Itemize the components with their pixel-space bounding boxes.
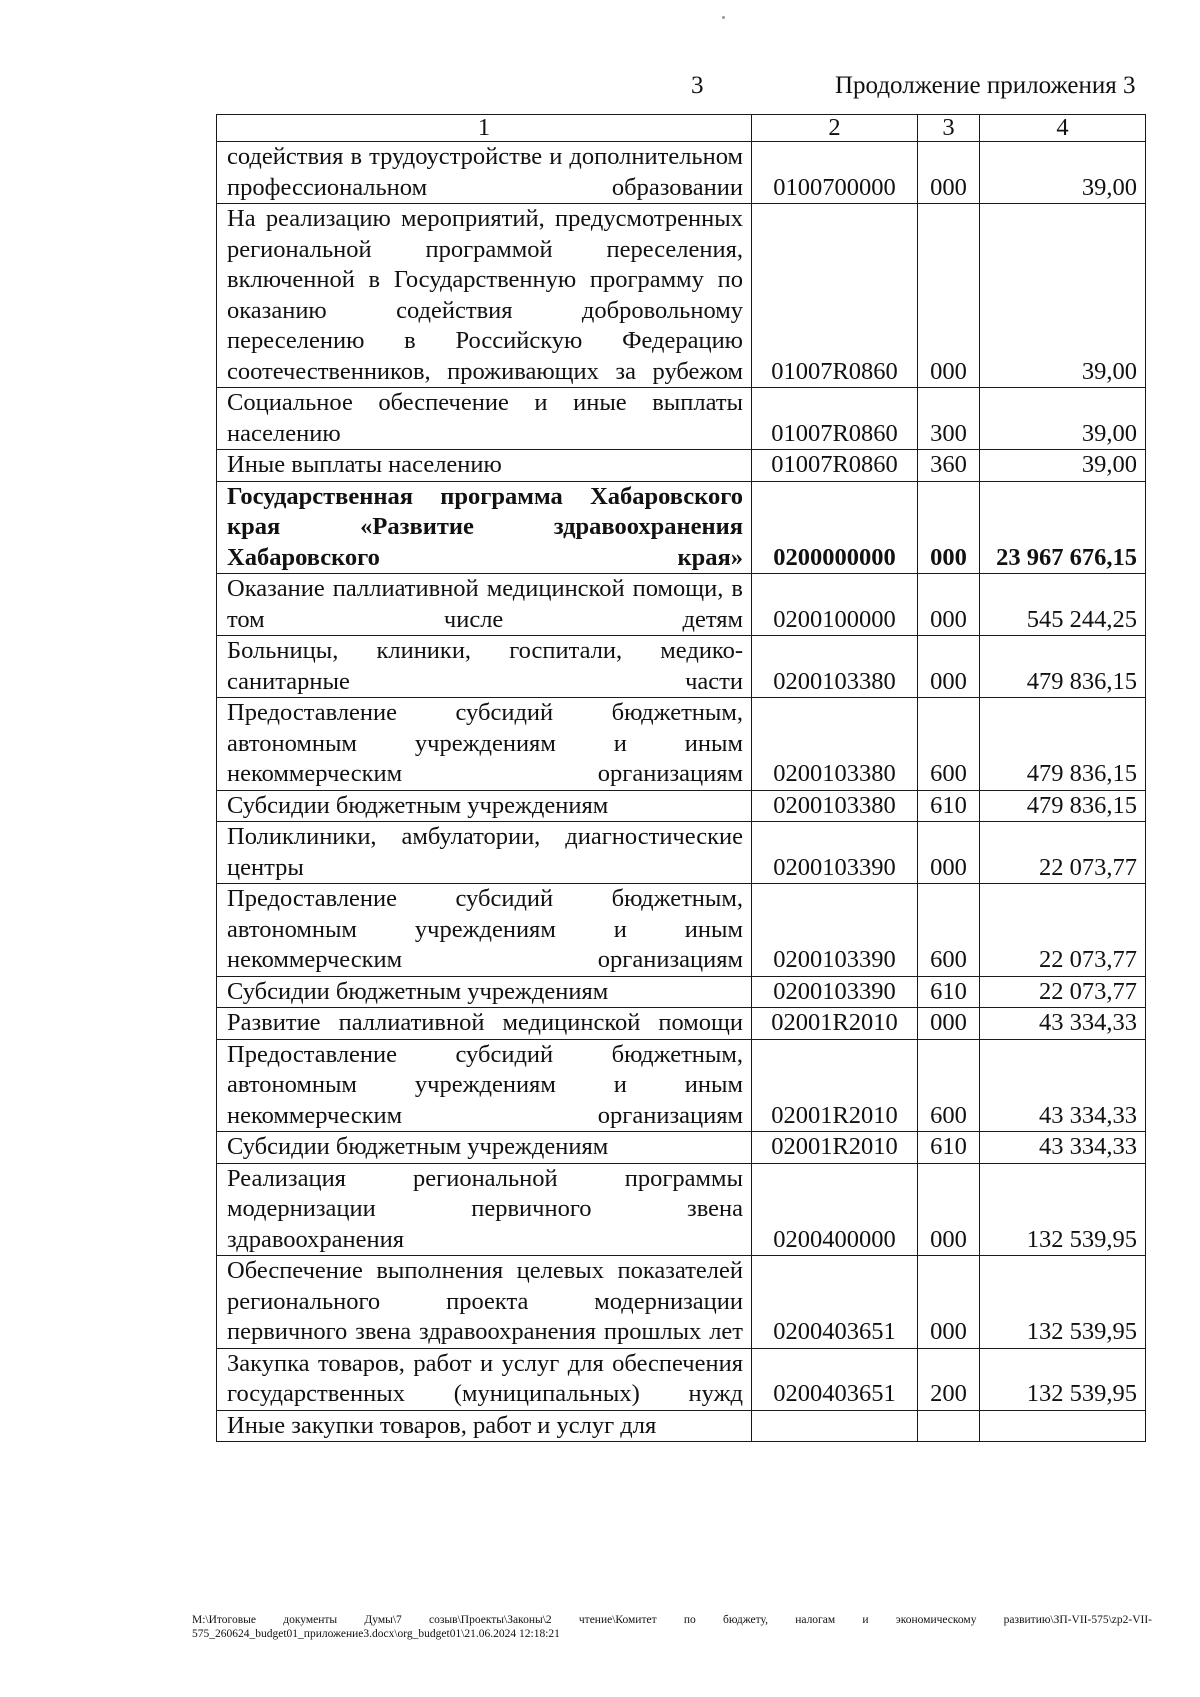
row-code-cell: 01007R0860	[752, 388, 918, 450]
row-code-cell: 01007R0860	[752, 204, 918, 388]
row-type-cell: 610	[918, 976, 980, 1008]
row-code-cell: 02001R2010	[752, 1132, 918, 1164]
page-number: 3	[691, 72, 704, 99]
table-row	[217, 1039, 1146, 1132]
row-amount-cell: 22 073,77	[980, 822, 1146, 884]
row-code-cell: 0200403651	[752, 1348, 918, 1410]
row-amount-cell: 43 334,33	[980, 1132, 1146, 1164]
appendix-continuation-note: Продолжение приложения 3	[835, 72, 1136, 99]
row-name-cell: Иные выплаты населению	[217, 450, 752, 482]
row-name-cell: Реализация региональной программы модернизации первичного звена здравоохранения	[217, 1163, 752, 1256]
row-code-cell: 0200400000	[752, 1163, 918, 1256]
row-amount-cell: 39,00	[980, 142, 1146, 204]
column-header-4: 4	[980, 115, 1146, 142]
row-amount-cell: 132 539,95	[980, 1163, 1146, 1256]
row-amount-cell: 22 073,77	[980, 884, 1146, 977]
table-row	[217, 976, 1146, 1008]
row-type-cell: 600	[918, 884, 980, 977]
row-code-cell: 0200103390	[752, 822, 918, 884]
table-row	[217, 1256, 1146, 1349]
footer-file-path: М:\Итоговые документы Думы\7 созыв\Проекты\Законы\2 чтение\Комитет по бюджету, налогам и экономическому развитию\ЗП-VII-575\zp2-VII-575_260624_budget01_приложение3.docx\org_budget01\21.06.2024 12:18:21	[192, 1614, 1152, 1640]
row-amount-cell: 39,00	[980, 450, 1146, 482]
column-header-2: 2	[752, 115, 918, 142]
row-amount-cell: 39,00	[980, 204, 1146, 388]
table-row	[217, 1348, 1146, 1410]
row-code-cell: 0200103390	[752, 976, 918, 1008]
row-type-cell: 000	[918, 142, 980, 204]
row-type-cell: 600	[918, 698, 980, 791]
row-type-cell: 610	[918, 790, 980, 822]
row-type-cell: 600	[918, 1039, 980, 1132]
row-code-cell: 02001R2010	[752, 1039, 918, 1132]
row-type-cell	[918, 1410, 980, 1442]
table-row	[217, 388, 1146, 450]
row-amount-cell: 132 539,95	[980, 1348, 1146, 1410]
row-code-cell: 02001R2010	[752, 1008, 918, 1040]
row-code-cell: 0200103380	[752, 636, 918, 698]
row-code-cell: 0200403651	[752, 1256, 918, 1349]
row-type-cell: 000	[918, 574, 980, 636]
row-code-cell: 0200103380	[752, 698, 918, 791]
row-amount-cell: 479 836,15	[980, 698, 1146, 791]
row-type-cell: 000	[918, 1256, 980, 1349]
row-amount-cell: 43 334,33	[980, 1008, 1146, 1040]
row-type-cell: 000	[918, 822, 980, 884]
row-type-cell: 610	[918, 1132, 980, 1164]
row-name-cell: Иные закупки товаров, работ и услуг для	[217, 1410, 752, 1442]
row-amount-cell: 23 967 676,15	[980, 481, 1146, 574]
row-name-cell: содействия в трудоустройстве и дополнительном профессиональном образовании	[217, 142, 752, 204]
row-name-cell: Предоставление субсидий бюджетным, автономным учреждениям и иным некоммерческим организациям	[217, 884, 752, 977]
budget-table	[216, 114, 1146, 1442]
row-name-cell: Поликлиники, амбулатории, диагностические центры	[217, 822, 752, 884]
row-name-cell: Субсидии бюджетным учреждениям	[217, 1132, 752, 1164]
row-type-cell: 000	[918, 481, 980, 574]
row-name-cell: Социальное обеспечение и иные выплаты населению	[217, 388, 752, 450]
row-type-cell: 000	[918, 1008, 980, 1040]
table-row	[217, 1163, 1146, 1256]
row-amount-cell: 479 836,15	[980, 790, 1146, 822]
row-type-cell: 000	[918, 636, 980, 698]
table-header-row	[217, 115, 1146, 142]
row-name-cell: Развитие паллиативной медицинской помощи	[217, 1008, 752, 1040]
row-code-cell	[752, 1410, 918, 1442]
row-code-cell: 0200000000	[752, 481, 918, 574]
scan-speck	[722, 16, 725, 19]
table-row	[217, 1410, 1146, 1442]
row-code-cell: 0200103380	[752, 790, 918, 822]
row-name-cell: Субсидии бюджетным учреждениям	[217, 790, 752, 822]
row-amount-cell: 132 539,95	[980, 1256, 1146, 1349]
row-amount-cell: 39,00	[980, 388, 1146, 450]
row-name-cell: Субсидии бюджетным учреждениям	[217, 976, 752, 1008]
row-amount-cell: 22 073,77	[980, 976, 1146, 1008]
table-row	[217, 450, 1146, 482]
row-amount-cell: 479 836,15	[980, 636, 1146, 698]
row-amount-cell: 43 334,33	[980, 1039, 1146, 1132]
row-name-cell: На реализацию мероприятий, предусмотренных региональной программой переселения, включенной в Государственную программу по оказанию содействия добровольному переселению в Российскую Федерацию соотечественников, проживающих за рубежом	[217, 204, 752, 388]
table-row	[217, 204, 1146, 388]
row-type-cell: 200	[918, 1348, 980, 1410]
row-name-cell: Обеспечение выполнения целевых показателей регионального проекта модернизации первичного звена здравоохранения прошлых лет	[217, 1256, 752, 1349]
row-amount-cell	[980, 1410, 1146, 1442]
table-row	[217, 142, 1146, 204]
table-row	[217, 698, 1146, 791]
table-row	[217, 790, 1146, 822]
row-code-cell: 01007R0860	[752, 450, 918, 482]
row-code-cell: 0200100000	[752, 574, 918, 636]
table-row	[217, 884, 1146, 977]
row-code-cell: 0100700000	[752, 142, 918, 204]
row-name-cell: Государственная программа Хабаровского края «Развитие здравоохранения Хабаровского края»	[217, 481, 752, 574]
column-header-3: 3	[918, 115, 980, 142]
row-name-cell: Больницы, клиники, госпитали, медико-санитарные части	[217, 636, 752, 698]
table-row	[217, 636, 1146, 698]
table-row	[217, 481, 1146, 574]
row-type-cell: 300	[918, 388, 980, 450]
table-row	[217, 1132, 1146, 1164]
row-name-cell: Закупка товаров, работ и услуг для обеспечения государственных (муниципальных) нужд	[217, 1348, 752, 1410]
row-amount-cell: 545 244,25	[980, 574, 1146, 636]
row-name-cell: Предоставление субсидий бюджетным, автономным учреждениям и иным некоммерческим организациям	[217, 1039, 752, 1132]
table-row	[217, 1008, 1146, 1040]
row-type-cell: 360	[918, 450, 980, 482]
row-type-cell: 000	[918, 204, 980, 388]
table-row	[217, 574, 1146, 636]
row-name-cell: Оказание паллиативной медицинской помощи, в том числе детям	[217, 574, 752, 636]
row-name-cell: Предоставление субсидий бюджетным, автономным учреждениям и иным некоммерческим организациям	[217, 698, 752, 791]
row-type-cell: 000	[918, 1163, 980, 1256]
table-row	[217, 822, 1146, 884]
row-code-cell: 0200103390	[752, 884, 918, 977]
column-header-1: 1	[217, 115, 752, 142]
